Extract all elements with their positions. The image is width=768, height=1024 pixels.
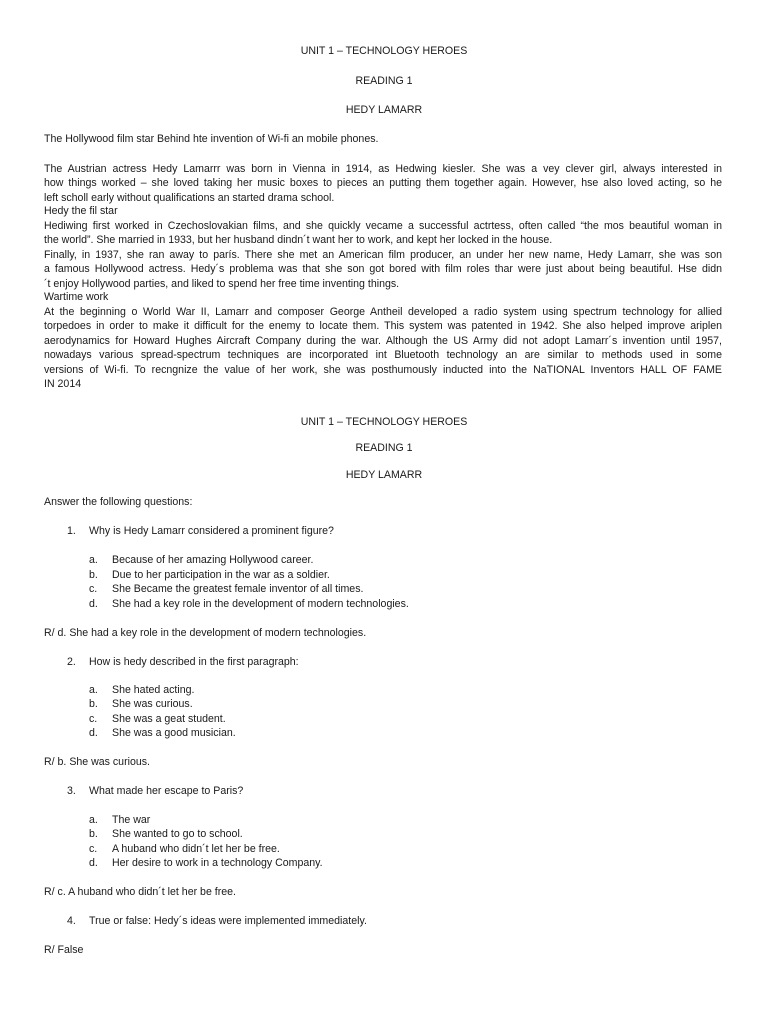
option-text: She was a good musician.	[112, 727, 236, 739]
paragraph-line: IN 2014	[44, 378, 82, 391]
intro-line: The Hollywood film star Behind hte invention of Wi-fi an mobile phones.	[44, 133, 379, 145]
unit-title: UNIT 1 – TECHNOLOGY HEROES	[300, 45, 468, 57]
questions-instruction: Answer the following questions:	[44, 496, 193, 508]
paragraph-line: At the beginning o World War II, Lamarr and composer George Antheil developed a radio system using spectrum technology for allied	[44, 306, 722, 318]
paragraph-2	[44, 219, 722, 291]
questions-article-title: HEDY LAMARR	[345, 469, 423, 481]
question-text: Why is Hedy Lamarr considered a prominent figure?	[89, 525, 334, 537]
option-letter: c.	[89, 713, 98, 725]
option-letter: c.	[89, 583, 98, 595]
paragraph-line: ´t enjoy Hollywood parties, and liked to spend her free time inventing things.	[44, 277, 400, 290]
question-number: 4.	[67, 915, 76, 927]
questions-reading-label: READING 1	[355, 442, 413, 454]
question-text: What made her escape to Paris?	[89, 785, 244, 797]
option-text: The war	[112, 814, 151, 826]
option-text: Due to her participation in the war as a soldier.	[112, 569, 330, 581]
option-letter: b.	[89, 698, 98, 710]
option-letter: a.	[89, 814, 98, 826]
questions-unit-title: UNIT 1 – TECHNOLOGY HEROES	[300, 416, 468, 428]
paragraph-1	[44, 162, 722, 205]
option-text: She Became the greatest female inventor of all times.	[112, 583, 364, 595]
option-letter: b.	[89, 569, 98, 581]
question-text: True or false: Hedy´s ideas were implemented immediately.	[89, 915, 367, 927]
paragraph-line: the world”. She married in 1933, but her husband dindn´t want her to work, and kept her locked in the house.	[44, 234, 553, 247]
paragraph-line: nowadays various spread-spectrum techniques are incorporated int Bluetooth technology an are similar to methods used in some	[44, 349, 722, 362]
option-text: She was a geat student.	[112, 713, 226, 725]
paragraph-line: aerodynamics for Howard Hughes Aircraft Company during the war. Although the US Army did not adopt Lamarr´s invention until 1957,	[44, 334, 722, 347]
option-letter: d.	[89, 857, 98, 869]
option-text: Her desire to work in a technology Company.	[112, 857, 323, 869]
paragraph-line: Hediwing first worked in Czechoslovakian films, and she quickly vecame a successful actrtess, often called “the mos beautiful woman in	[44, 220, 722, 232]
paragraph-3	[44, 305, 722, 391]
question-number: 1.	[67, 525, 76, 537]
paragraph-line: torpedoes in order to make it difficult for the enemy to locate them. This system was patented in 1942. She also helped improve ariplen	[44, 320, 722, 333]
answer-text: R/ d. She had a key role in the development of modern technologies.	[44, 627, 367, 639]
paragraph-line: versions of Wi-fi. To recngnize the value of her work, she was posthumously inducted into the NaTIONAL Inventors HALL OF FAME	[44, 363, 722, 376]
paragraph-line: a famous Hollywood actress. Hedy´s problema was that she son got bored with film roles thar were just about being beautiful. Hse didn	[44, 263, 722, 276]
section-heading-film-star: Hedy the fil star	[44, 205, 118, 217]
option-letter: c.	[89, 843, 98, 855]
section-heading-wartime: Wartime work	[44, 291, 109, 303]
option-letter: a.	[89, 554, 98, 566]
reading-label: READING 1	[355, 75, 413, 87]
paragraph-line: Finally, in 1937, she ran away to parís. There she met an American film producer, an under her new name, Hedy Lamarr, she was son	[44, 248, 722, 261]
option-letter: a.	[89, 684, 98, 696]
paragraph-line: how things worked – she loved taking her music boxes to pieces an putting them together again. However, hse also loved acting, so he	[44, 177, 722, 190]
answer-text: R/ False	[44, 944, 84, 956]
answer-text: R/ c. A huband who didn´t let her be free.	[44, 886, 236, 898]
option-text: Because of her amazing Hollywood career.	[112, 554, 314, 566]
option-letter: d.	[89, 727, 98, 739]
option-text: She was curious.	[112, 698, 193, 710]
question-text: How is hedy described in the first paragraph:	[89, 656, 299, 668]
option-letter: d.	[89, 598, 98, 610]
option-text: She hated acting.	[112, 684, 195, 696]
option-letter: b.	[89, 828, 98, 840]
answer-text: R/ b. She was curious.	[44, 756, 150, 768]
option-text: She wanted to go to school.	[112, 828, 243, 840]
paragraph-line: left scholl early without qualifications an started drama school.	[44, 191, 335, 204]
article-title: HEDY LAMARR	[345, 104, 423, 116]
option-text: A huband who didn´t let her be free.	[112, 843, 280, 855]
question-number: 3.	[67, 785, 76, 797]
option-text: She had a key role in the development of modern technologies.	[112, 598, 409, 610]
paragraph-line: The Austrian actress Hedy Lamarrr was born in Vienna in 1914, as Hedwing kiesler. She was a vey clever girl, always interested in	[44, 163, 722, 175]
question-number: 2.	[67, 656, 76, 668]
